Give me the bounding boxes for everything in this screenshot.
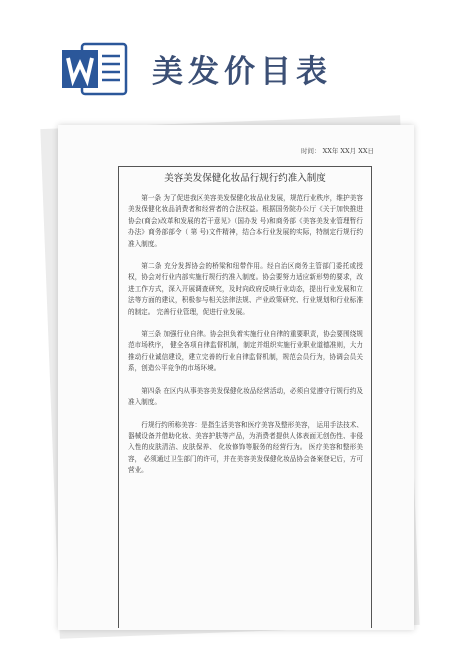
banner-title: 美发价目表 bbox=[152, 54, 332, 90]
paragraph: 第一条 为了促进我区美容美发保健化妆品业发展，规范行业秩序，维护美容美发保健化妆品消费者和经营者的合法权益。根据国务院办公厅《关于加快推进协会(商会)改革和发展的若干意见》（国办发 号)和商务部《美容美发业管理暂行办法》商务部部令（ 第 号)文件精神，结合本行业发展的实际，特制定行规行约准入制度。 bbox=[128, 194, 363, 248]
paragraph: 第四条 在区内从事美容美发保健化妆品经营活动，必须自觉遵守行规行约及准入制度。 bbox=[128, 386, 363, 407]
header-banner bbox=[0, 0, 474, 120]
date-line: 时间： XX年 XX月 XX日 bbox=[301, 147, 374, 155]
paragraph: 第二条 充分发挥协会的桥梁和纽带作用。经自治区商务主管部门委托或授权，协会对行业内部实施行规行约准入制度。协会要努力适应新形势的要求，改进工作方式，深入开展调查研究，及时向政府反映行业动态，提出行业发展和立法等方面的建议，积极参与相关法律法规、产业政策研究、行业规划和行业标准的制定。 完善行业管理，促进行业发展。 bbox=[128, 262, 363, 316]
paragraph: 第三条 加强行业自律。协会担负着实施行业自律的重要职责，协会要围绕规范市场秩序， 健全各项自律监督机制，制定并组织实施行业职业道德准则，大力推动行业诚信建设，建立完善的行业自律监督机制，规范会员行为，协调会员关系，创造公平竞争的市场环境。 bbox=[128, 330, 363, 373]
document-title: 美容美发保健化妆品行规行约准入制度 bbox=[164, 173, 326, 184]
document-page bbox=[58, 125, 414, 630]
paragraph: 行规行约所称美容：是指生活美容和医疗美容及整形美容， 运用手法技术、器械设备并借助化妆、美容护肤等产品，为消费者提供人体表面无创伤性、非侵入性的皮肤清洁、皮肤保养、 化妆修饰等服务的经营行为。 医疗美容和整形美容， 必须通过卫生部门的许可，并在美容美发保健化妆品协会备案登记后，方可营业。 bbox=[128, 420, 363, 475]
document-frame bbox=[118, 166, 372, 628]
word-document-icon bbox=[60, 40, 130, 98]
document-body bbox=[128, 193, 363, 488]
